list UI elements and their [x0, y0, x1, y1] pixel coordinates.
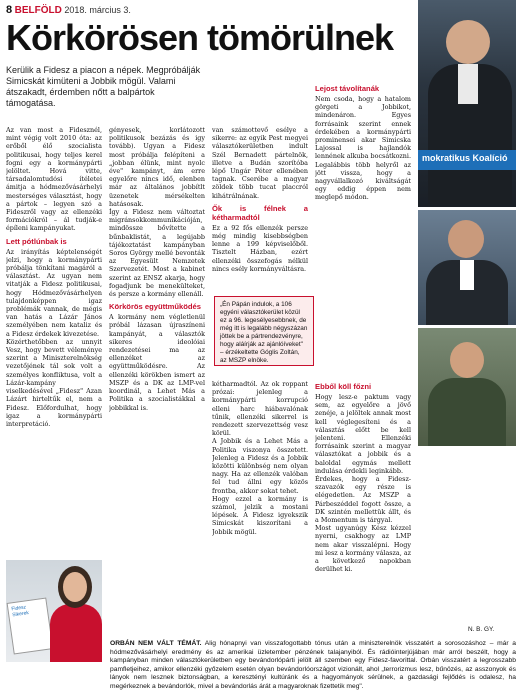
paragraph: Az irányítás képtelenségét jelzi, hogy a kormánypárti próbálja tönkítani magáról a választást. Az ugyan nem vitatják a Fidesz politikusai, hogy Hódmezővásárhelyen tulajdonképpen igaz problémák vannak, de mégis van hatás a Lázár János személyében nem kataliz és a Fidesz érdekek kivezetése. — [6, 247, 102, 338]
column-4 — [315, 80, 411, 274]
paragraph: Így a Fidesz nem változtat migránsokkommunikációján, mindössze bővítette a bűnbaklistát, a legújabb tájékoztatást kampányban Soros György mellé bevonták az Egyesült Nemzetek Szervezetét. Most a kabinet szerint az ENSZ akarja, hogy fogadjunk be menekülteket, és persze a kormány ellenáll. — [109, 208, 205, 299]
caption-lead: ORBÁN NEM VÁLT TÉMÁT. — [110, 640, 202, 647]
paragraph: gényesek, korlátozott politikusok bezázás és igy tovább). Ugyan a Fidesz most próbálja felépíteni a „jobban élünk, mint nyolc éve" kampányt, ám erre egyelőre nincs idő, elenben már az általános jobbítlt üzenetek mérsékelten hatásosak. — [109, 126, 205, 208]
photo-caption-footer — [110, 640, 516, 700]
column-1 — [6, 126, 102, 552]
paragraph: kétharmadtól. Az ok roppant prózai: jelenleg a kormánypárti korrupció elleni harc hiábavalónak tűnik, ellenzéki sikerrel is rendezett szervezettség vesz körül. — [212, 380, 308, 438]
photo-politician — [418, 210, 516, 325]
paragraph: Közérthetőbben az unnyit Vesz, hogy bevett véleménye szerint a Miniszterelnökség vezetőjének tál sok volt a személyes konfliktusa, volt a Lázár-kampány viselkedésével „Fidesz" Azan Lázárt hirteltűk el, nem a Fidesz. Előfordulhat, hogy igaz a kormánypárti interpretáció. — [6, 337, 102, 428]
photo-figure-shirt — [458, 64, 478, 104]
article-headline: Körkörösen tömörülnek — [6, 17, 394, 58]
subheading: Ebből köll főzni — [315, 382, 372, 391]
photo-politician-outdoor — [418, 328, 516, 446]
page-number: 8 — [6, 4, 13, 16]
photo-figure-head — [450, 342, 484, 378]
paragraph: Hogy lesz-e paktum vagy sem, az egyelőre a jövő zenéje, a jelöltek annak most kell véglegesíteni és a választás előtt be kell jelenteni. Ellenzéki forrásaink szerint a magyar választókat a jobbik és a baloldal egymás mellett indulása érdekli leginkább. — [315, 393, 411, 475]
paragraph: A kormány nem végletlenül próbál lázasan újraszíneni kampányát, a választók sikeres ideolóiai rendezetései ma az ellenzéket az együttműködésre. Az ellenzéki körökben ismert az MSZP és a DK az LMP-vel koordinál, a Lehet Más a Politika a szocialistákkal a jobbikkal is. — [109, 313, 205, 412]
photo-figure-head — [446, 20, 490, 64]
photo-figure — [50, 604, 102, 662]
paragraph: Az van most a Fidesznél, mint végig volt 2010 óta: az erőből élő szocialista politikusai, hogy teljes kerel fogni egy a kormánypárti jelöltet. Hová vitte, társadalomtudósi ítéletei ámitja a hódmezővásárhelyi mesterséges választást, hogy a pártok – legyen szó a Fideszről vagy az ellenzéki formációkról – ál tudják-e épíleni kampányukat. — [6, 126, 102, 233]
column-3-continued — [212, 380, 308, 570]
paragraph: Most ugyanúgy Kész kézzel nyerni, csakhogy az LMP nem akar visszalépni. Hogy mi lesz a kormány válasza, az a következő napokban derülhet ki. — [315, 524, 411, 574]
photo-figure-head — [448, 220, 484, 258]
paragraph: Ez a 92 fős ellenzék persze még mindig kisebbségben lenne a 199 képviselőből. Tisztelt Házban, ezért ellenzéki összefogás nélkül nincs esély kormányváltásra. — [212, 223, 308, 273]
photo-figure-shirt — [460, 260, 474, 290]
caption-text: Alig hónapnyi van visszafogottabb tónus után a miniszterelnök visszatért a sorosozáshoz – már a hódmezővásárhelyi eredmény és az amerikai üzletember pénzének talajanyiból. És rádióinterjújában már arról beszélt, hogy a kampányban minden választókerületben egy bevándorlópárti jelölt áll szemben egy Fidesz-favorittal. Orbán visszatért a legrosszabb pamfletjeihez, amikor ellenzéki győzelem esetén olyan bevándorlóországot vizionált, ahol „terrorizmus lesz, bűnözés, az asszonyok és lányok nem lesznek biztonságban, a keresztényi kultúránk és a hagyományok sérülnek, a gazdasági fejlődés is odalesz, ha megérkeznek a bevándorlók, mivel a bevándorlás árát a magyaroknak fizettetik meg". — [110, 640, 516, 690]
paragraph: A Jobbik és a Lehet Más a Politika viszonya összetett. Jelenleg a Fidesz és a Jobbik közötti különbség nem olyan nagy. Ha az ellenzék valóban fel tud állni egy közös frontba, akkor sokat tehet. — [212, 437, 308, 495]
byline: N. B. GY. — [468, 626, 495, 633]
paragraph: Érdekes, hogy a Fidesz-szavazók egy része is elégedetlen. Az MSZP a Párbeszéddel fogott össze, a DK szintén mellettük állt, és a Momentum is tárgyal. — [315, 475, 411, 525]
subheading: Lett pótlúnbak is — [6, 236, 67, 246]
pull-quote: „Én Pápán indulok, a 106 egyéni választókerület közül ez a 96. legesélyesebbnek, de még itt is legalább négyszázan jöttek be a pártrendezvényre, hogy aláírják az ajánlóíveket" – érzékeltette Góglis Zoltán, az MSZP elnöke. — [214, 296, 314, 366]
photo-woman-with-poster — [6, 560, 102, 662]
column-3 — [212, 126, 308, 286]
column-2 — [109, 126, 205, 556]
photo-figure — [428, 378, 506, 446]
column-4-continued — [315, 378, 411, 628]
photo-sign: mokratikus Koalíció — [418, 150, 516, 170]
paragraph: Nem csoda, hogy a hatalom görgeti a Jobbikot, mindenáron. Egyes forrásaink szerint ennek érdekében a kormánypárti prominensei akar Simicska Lajossal is hajlandók lennének alkuba bocsátkozni. Legalábbis több helyről az jött vissza, hogy a nagyvállalkozó kiváltságát egy eddig éppen nem meglepő módon. — [315, 95, 411, 202]
issue-date: 2018. március 3. — [64, 5, 131, 15]
paragraph: Hogy ezzel a kormány is számol, jelzik a mostani lépések. A Fidesz igyekszik Simicskát kiszorítani a Jobbik mögül. — [212, 494, 308, 536]
article-lead: Kerülik a Fidesz a piacon a népek. Megpróbálják Simicskát kimüteni a Jobbik mögül. Valami átszakadt, érdemben nőtt a balpártok támogatása. — [6, 65, 201, 108]
page-header — [6, 4, 131, 16]
photo-figure-head — [63, 572, 87, 602]
subheading: Lejost távolítanák — [315, 84, 380, 93]
poster: Fidesz Sikerek — [7, 597, 54, 654]
subheading: Körkörös együttműködés — [109, 302, 201, 312]
subheading: Ők is félnek a kétharmadtól — [212, 203, 308, 222]
paragraph: van számottevő esélye a sikerre: az egyik Pest megyei választókerületben indult Szél Bernadett pártelnök, illetve a Budán szorítóba lépő Ungár Péter ellenében tagnak. Cserébe a magyar zöldek több tucat placcról kihátrálnának. — [212, 126, 308, 200]
section-name: BELFÖLD — [14, 5, 62, 16]
photo-speaker — [418, 0, 516, 207]
